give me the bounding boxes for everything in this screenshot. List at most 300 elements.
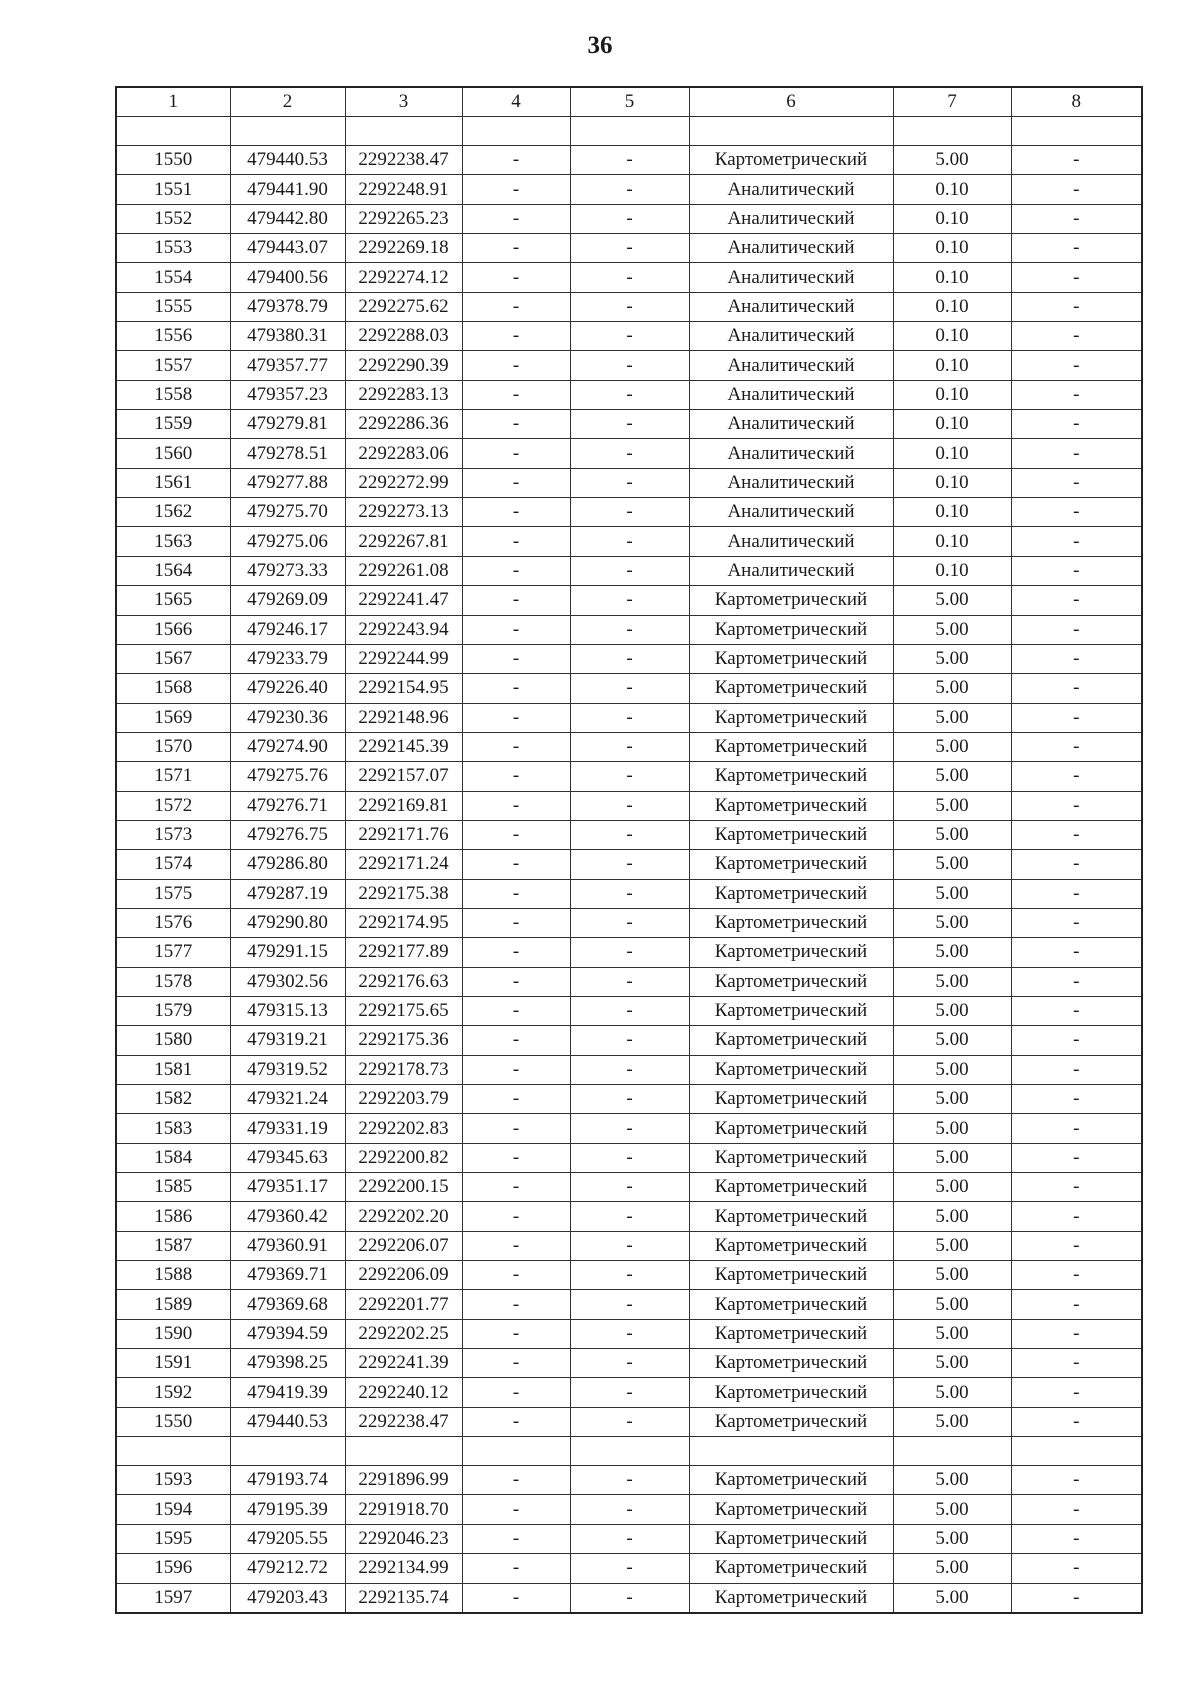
table-cell-col-5: -	[570, 1349, 689, 1378]
table-cell-col-5: -	[570, 703, 689, 732]
table-cell-col-1: 1589	[116, 1290, 230, 1319]
table-cell-col-3: 2292046.23	[345, 1524, 462, 1553]
table-cell-col-2: 479274.90	[230, 732, 345, 761]
table-cell-col-8: -	[1011, 850, 1142, 879]
table-row	[116, 380, 1142, 409]
table-cell-col-1: 1579	[116, 996, 230, 1025]
table-row	[116, 410, 1142, 439]
table-cell-col-3: 2292206.07	[345, 1231, 462, 1260]
table-cell-col-6: Аналитический	[689, 468, 893, 497]
table-cell-col-8: -	[1011, 1261, 1142, 1290]
table-cell-col-8: -	[1011, 879, 1142, 908]
table-cell-col-1: 1581	[116, 1055, 230, 1084]
table-cell-col-8: -	[1011, 146, 1142, 175]
table-cell-col-4: -	[462, 1524, 570, 1553]
table-cell-col-4: -	[462, 1261, 570, 1290]
table-cell-col-8: -	[1011, 674, 1142, 703]
table-cell-col-8: -	[1011, 468, 1142, 497]
empty-cell	[893, 1437, 1011, 1466]
table-cell-col-6: Аналитический	[689, 263, 893, 292]
table-cell-col-1: 1567	[116, 644, 230, 673]
table-cell-col-5: -	[570, 1055, 689, 1084]
table-cell-col-1: 1561	[116, 468, 230, 497]
table-row	[116, 234, 1142, 263]
table-cell-col-8: -	[1011, 380, 1142, 409]
table-cell-col-1: 1572	[116, 791, 230, 820]
table-cell-col-4: -	[462, 1173, 570, 1202]
table-cell-col-7: 0.10	[893, 322, 1011, 351]
column-header-2: 2	[230, 87, 345, 117]
table-cell-col-4: -	[462, 879, 570, 908]
table-cell-col-1: 1585	[116, 1173, 230, 1202]
table-cell-col-2: 479378.79	[230, 292, 345, 321]
table-cell-col-3: 2292134.99	[345, 1554, 462, 1583]
table-cell-col-4: -	[462, 468, 570, 497]
table-cell-col-6: Картометрический	[689, 1143, 893, 1172]
empty-cell	[1011, 117, 1142, 146]
table-cell-col-5: -	[570, 820, 689, 849]
table-cell-col-3: 2292283.06	[345, 439, 462, 468]
table-cell-col-8: -	[1011, 644, 1142, 673]
table-cell-col-4: -	[462, 1583, 570, 1613]
table-cell-col-5: -	[570, 938, 689, 967]
table-cell-col-7: 5.00	[893, 1349, 1011, 1378]
table-cell-col-8: -	[1011, 1349, 1142, 1378]
table-cell-col-4: -	[462, 1143, 570, 1172]
table-cell-col-1: 1594	[116, 1495, 230, 1524]
table-cell-col-2: 479205.55	[230, 1524, 345, 1553]
table-cell-col-8: -	[1011, 1495, 1142, 1524]
table-cell-col-6: Картометрический	[689, 820, 893, 849]
table-cell-col-8: -	[1011, 1055, 1142, 1084]
table-cell-col-4: -	[462, 820, 570, 849]
table-cell-col-5: -	[570, 762, 689, 791]
table-cell-col-1: 1566	[116, 615, 230, 644]
table-cell-col-4: -	[462, 351, 570, 380]
table-cell-col-3: 2292171.76	[345, 820, 462, 849]
table-cell-col-7: 0.10	[893, 175, 1011, 204]
table-row	[116, 468, 1142, 497]
table-cell-col-5: -	[570, 1026, 689, 1055]
table-cell-col-3: 2292177.89	[345, 938, 462, 967]
table-cell-col-1: 1592	[116, 1378, 230, 1407]
column-header-8: 8	[1011, 87, 1142, 117]
table-cell-col-7: 5.00	[893, 586, 1011, 615]
table-cell-col-6: Аналитический	[689, 351, 893, 380]
table-cell-col-7: 0.10	[893, 263, 1011, 292]
table-cell-col-2: 479273.33	[230, 556, 345, 585]
table-cell-col-4: -	[462, 498, 570, 527]
table-cell-col-7: 5.00	[893, 996, 1011, 1025]
table-cell-col-7: 5.00	[893, 644, 1011, 673]
table-cell-col-4: -	[462, 967, 570, 996]
table-cell-col-2: 479233.79	[230, 644, 345, 673]
table-cell-col-5: -	[570, 1173, 689, 1202]
table-cell-col-5: -	[570, 234, 689, 263]
table-cell-col-4: -	[462, 234, 570, 263]
table-row	[116, 1026, 1142, 1055]
table-cell-col-6: Картометрический	[689, 938, 893, 967]
table-cell-col-5: -	[570, 1554, 689, 1583]
table-cell-col-1: 1551	[116, 175, 230, 204]
table-cell-col-5: -	[570, 556, 689, 585]
table-cell-col-5: -	[570, 791, 689, 820]
table-cell-col-4: -	[462, 1231, 570, 1260]
table-cell-col-5: -	[570, 615, 689, 644]
table-row	[116, 204, 1142, 233]
table-cell-col-7: 5.00	[893, 938, 1011, 967]
table-cell-col-2: 479440.53	[230, 1407, 345, 1436]
table-cell-col-2: 479315.13	[230, 996, 345, 1025]
table-cell-col-6: Картометрический	[689, 1378, 893, 1407]
table-cell-col-8: -	[1011, 1173, 1142, 1202]
table-cell-col-8: -	[1011, 175, 1142, 204]
table-row	[116, 1290, 1142, 1319]
table-cell-col-7: 0.10	[893, 498, 1011, 527]
table-row	[116, 732, 1142, 761]
table-cell-col-3: 2292248.91	[345, 175, 462, 204]
table-cell-col-2: 479419.39	[230, 1378, 345, 1407]
table-cell-col-8: -	[1011, 1085, 1142, 1114]
table-body	[116, 87, 1142, 1613]
table-cell-col-3: 2292175.36	[345, 1026, 462, 1055]
table-cell-col-7: 5.00	[893, 1202, 1011, 1231]
table-cell-col-4: -	[462, 732, 570, 761]
header-row	[116, 87, 1142, 117]
table-cell-col-1: 1553	[116, 234, 230, 263]
table-row	[116, 1524, 1142, 1553]
table-cell-col-6: Картометрический	[689, 703, 893, 732]
table-cell-col-5: -	[570, 1583, 689, 1613]
table-cell-col-4: -	[462, 556, 570, 585]
table-row	[116, 586, 1142, 615]
table-cell-col-2: 479360.91	[230, 1231, 345, 1260]
table-cell-col-5: -	[570, 1378, 689, 1407]
table-cell-col-8: -	[1011, 967, 1142, 996]
table-cell-col-5: -	[570, 586, 689, 615]
table-cell-col-1: 1596	[116, 1554, 230, 1583]
table-cell-col-5: -	[570, 644, 689, 673]
table-row	[116, 762, 1142, 791]
table-row	[116, 351, 1142, 380]
table-cell-col-1: 1554	[116, 263, 230, 292]
table-cell-col-5: -	[570, 967, 689, 996]
table-cell-col-3: 2292288.03	[345, 322, 462, 351]
table-cell-col-3: 2292273.13	[345, 498, 462, 527]
section-separator-row	[116, 1437, 1142, 1466]
table-cell-col-3: 2292135.74	[345, 1583, 462, 1613]
table-cell-col-5: -	[570, 674, 689, 703]
table-cell-col-2: 479286.80	[230, 850, 345, 879]
table-cell-col-4: -	[462, 1290, 570, 1319]
table-cell-col-7: 5.00	[893, 1495, 1011, 1524]
table-cell-col-6: Картометрический	[689, 644, 893, 673]
table-row	[116, 791, 1142, 820]
table-row	[116, 1378, 1142, 1407]
table-cell-col-6: Картометрический	[689, 879, 893, 908]
table-row	[116, 1495, 1142, 1524]
table-cell-col-6: Аналитический	[689, 234, 893, 263]
table-row	[116, 967, 1142, 996]
table-cell-col-2: 479246.17	[230, 615, 345, 644]
table-cell-col-8: -	[1011, 908, 1142, 937]
table-cell-col-5: -	[570, 1202, 689, 1231]
table-cell-col-3: 2292201.77	[345, 1290, 462, 1319]
table-cell-col-5: -	[570, 1231, 689, 1260]
empty-cell	[345, 117, 462, 146]
table-cell-col-2: 479279.81	[230, 410, 345, 439]
table-cell-col-7: 5.00	[893, 732, 1011, 761]
table-row	[116, 175, 1142, 204]
table-cell-col-8: -	[1011, 996, 1142, 1025]
table-row	[116, 1173, 1142, 1202]
column-header-4: 4	[462, 87, 570, 117]
table-cell-col-6: Картометрический	[689, 1583, 893, 1613]
table-cell-col-5: -	[570, 263, 689, 292]
table-cell-col-8: -	[1011, 410, 1142, 439]
table-cell-col-2: 479275.76	[230, 762, 345, 791]
table-cell-col-7: 5.00	[893, 1290, 1011, 1319]
table-cell-col-5: -	[570, 1085, 689, 1114]
table-cell-col-4: -	[462, 908, 570, 937]
table-cell-col-7: 0.10	[893, 468, 1011, 497]
table-row	[116, 1319, 1142, 1348]
table-cell-col-6: Картометрический	[689, 1261, 893, 1290]
empty-cell	[689, 117, 893, 146]
table-cell-col-5: -	[570, 527, 689, 556]
table-cell-col-8: -	[1011, 204, 1142, 233]
table-cell-col-3: 2292202.25	[345, 1319, 462, 1348]
table-cell-col-1: 1587	[116, 1231, 230, 1260]
table-cell-col-8: -	[1011, 1026, 1142, 1055]
table-cell-col-1: 1550	[116, 1407, 230, 1436]
table-cell-col-8: -	[1011, 322, 1142, 351]
table-cell-col-3: 2292290.39	[345, 351, 462, 380]
table-cell-col-8: -	[1011, 351, 1142, 380]
table-row	[116, 556, 1142, 585]
table-cell-col-4: -	[462, 1349, 570, 1378]
table-cell-col-5: -	[570, 1466, 689, 1495]
table-cell-col-3: 2292175.38	[345, 879, 462, 908]
empty-cell	[230, 1437, 345, 1466]
table-cell-col-6: Картометрический	[689, 791, 893, 820]
table-cell-col-1: 1556	[116, 322, 230, 351]
table-row	[116, 850, 1142, 879]
table-cell-col-6: Картометрический	[689, 1055, 893, 1084]
table-cell-col-8: -	[1011, 527, 1142, 556]
table-cell-col-7: 5.00	[893, 879, 1011, 908]
table-cell-col-8: -	[1011, 1407, 1142, 1436]
table-cell-col-6: Аналитический	[689, 380, 893, 409]
table-row	[116, 615, 1142, 644]
table-cell-col-6: Аналитический	[689, 498, 893, 527]
table-row	[116, 703, 1142, 732]
table-cell-col-5: -	[570, 850, 689, 879]
table-row	[116, 1554, 1142, 1583]
table-cell-col-2: 479441.90	[230, 175, 345, 204]
table-cell-col-8: -	[1011, 1466, 1142, 1495]
table-cell-col-7: 5.00	[893, 1407, 1011, 1436]
table-cell-col-1: 1564	[116, 556, 230, 585]
table-cell-col-7: 5.00	[893, 1319, 1011, 1348]
table-cell-col-2: 479345.63	[230, 1143, 345, 1172]
table-cell-col-7: 5.00	[893, 146, 1011, 175]
table-cell-col-6: Картометрический	[689, 146, 893, 175]
table-cell-col-2: 479278.51	[230, 439, 345, 468]
table-cell-col-5: -	[570, 1114, 689, 1143]
table-cell-col-8: -	[1011, 732, 1142, 761]
table-cell-col-5: -	[570, 732, 689, 761]
table-cell-col-1: 1576	[116, 908, 230, 937]
table-cell-col-5: -	[570, 380, 689, 409]
table-cell-col-8: -	[1011, 938, 1142, 967]
table-cell-col-5: -	[570, 1319, 689, 1348]
table-cell-col-4: -	[462, 996, 570, 1025]
table-cell-col-4: -	[462, 1495, 570, 1524]
table-cell-col-4: -	[462, 674, 570, 703]
empty-cell	[462, 117, 570, 146]
table-cell-col-1: 1555	[116, 292, 230, 321]
table-cell-col-5: -	[570, 351, 689, 380]
empty-cell	[116, 117, 230, 146]
table-cell-col-3: 2292174.95	[345, 908, 462, 937]
table-cell-col-6: Картометрический	[689, 1407, 893, 1436]
table-cell-col-1: 1557	[116, 351, 230, 380]
table-cell-col-7: 5.00	[893, 908, 1011, 937]
table-cell-col-6: Картометрический	[689, 996, 893, 1025]
table-cell-col-3: 2292243.94	[345, 615, 462, 644]
table-cell-col-3: 2292175.65	[345, 996, 462, 1025]
table-cell-col-4: -	[462, 146, 570, 175]
table-cell-col-2: 479276.71	[230, 791, 345, 820]
table-cell-col-3: 2291896.99	[345, 1466, 462, 1495]
table-cell-col-2: 479302.56	[230, 967, 345, 996]
table-cell-col-7: 0.10	[893, 380, 1011, 409]
table-cell-col-7: 5.00	[893, 1583, 1011, 1613]
table-cell-col-3: 2292283.13	[345, 380, 462, 409]
section-separator-row	[116, 117, 1142, 146]
table-cell-col-2: 479230.36	[230, 703, 345, 732]
table-cell-col-6: Картометрический	[689, 615, 893, 644]
table-cell-col-6: Картометрический	[689, 1173, 893, 1202]
table-row	[116, 498, 1142, 527]
table-cell-col-1: 1552	[116, 204, 230, 233]
table-cell-col-6: Аналитический	[689, 410, 893, 439]
table-cell-col-6: Картометрический	[689, 762, 893, 791]
table-cell-col-8: -	[1011, 1231, 1142, 1260]
table-cell-col-2: 479276.75	[230, 820, 345, 849]
table-cell-col-7: 5.00	[893, 1114, 1011, 1143]
table-cell-col-5: -	[570, 996, 689, 1025]
table-cell-col-1: 1570	[116, 732, 230, 761]
column-header-3: 3	[345, 87, 462, 117]
empty-cell	[1011, 1437, 1142, 1466]
table-cell-col-1: 1559	[116, 410, 230, 439]
table-cell-col-4: -	[462, 644, 570, 673]
table-cell-col-3: 2292157.07	[345, 762, 462, 791]
table-cell-col-3: 2292261.08	[345, 556, 462, 585]
table-cell-col-7: 5.00	[893, 703, 1011, 732]
table-cell-col-1: 1550	[116, 146, 230, 175]
table-cell-col-7: 5.00	[893, 1554, 1011, 1583]
table-cell-col-7: 5.00	[893, 1231, 1011, 1260]
table-cell-col-3: 2292145.39	[345, 732, 462, 761]
table-cell-col-6: Картометрический	[689, 967, 893, 996]
table-cell-col-4: -	[462, 586, 570, 615]
table-cell-col-7: 5.00	[893, 1055, 1011, 1084]
table-cell-col-4: -	[462, 292, 570, 321]
table-cell-col-3: 2292275.62	[345, 292, 462, 321]
empty-cell	[570, 1437, 689, 1466]
table-cell-col-2: 479440.53	[230, 146, 345, 175]
table-cell-col-2: 479277.88	[230, 468, 345, 497]
table-cell-col-3: 2292148.96	[345, 703, 462, 732]
table-cell-col-6: Картометрический	[689, 850, 893, 879]
table-cell-col-1: 1584	[116, 1143, 230, 1172]
table-cell-col-4: -	[462, 1554, 570, 1583]
table-cell-col-5: -	[570, 1495, 689, 1524]
table-cell-col-5: -	[570, 1290, 689, 1319]
table-cell-col-3: 2291918.70	[345, 1495, 462, 1524]
table-cell-col-4: -	[462, 850, 570, 879]
table-cell-col-1: 1560	[116, 439, 230, 468]
table-row	[116, 292, 1142, 321]
table-cell-col-2: 479331.19	[230, 1114, 345, 1143]
table-cell-col-1: 1580	[116, 1026, 230, 1055]
table-cell-col-4: -	[462, 322, 570, 351]
table-cell-col-3: 2292202.20	[345, 1202, 462, 1231]
table-cell-col-4: -	[462, 1114, 570, 1143]
table-cell-col-7: 5.00	[893, 1261, 1011, 1290]
table-cell-col-3: 2292244.99	[345, 644, 462, 673]
table-cell-col-1: 1569	[116, 703, 230, 732]
table-cell-col-6: Картометрический	[689, 1231, 893, 1260]
table-cell-col-3: 2292241.47	[345, 586, 462, 615]
table-cell-col-6: Картометрический	[689, 732, 893, 761]
table-cell-col-4: -	[462, 204, 570, 233]
table-cell-col-7: 5.00	[893, 967, 1011, 996]
table-cell-col-1: 1574	[116, 850, 230, 879]
table-cell-col-2: 479212.72	[230, 1554, 345, 1583]
table-cell-col-8: -	[1011, 1319, 1142, 1348]
table-cell-col-3: 2292265.23	[345, 204, 462, 233]
table-cell-col-4: -	[462, 410, 570, 439]
table-cell-col-4: -	[462, 1319, 570, 1348]
table-cell-col-3: 2292286.36	[345, 410, 462, 439]
table-row	[116, 263, 1142, 292]
table-cell-col-8: -	[1011, 498, 1142, 527]
table-row	[116, 1202, 1142, 1231]
table-cell-col-2: 479369.68	[230, 1290, 345, 1319]
table-row	[116, 1466, 1142, 1495]
table-cell-col-8: -	[1011, 1202, 1142, 1231]
table-cell-col-4: -	[462, 1085, 570, 1114]
table-cell-col-7: 0.10	[893, 410, 1011, 439]
table-cell-col-6: Аналитический	[689, 527, 893, 556]
table-cell-col-3: 2292169.81	[345, 791, 462, 820]
table-cell-col-8: -	[1011, 1554, 1142, 1583]
table-cell-col-4: -	[462, 615, 570, 644]
column-header-5: 5	[570, 87, 689, 117]
table-cell-col-2: 479319.52	[230, 1055, 345, 1084]
table-cell-col-7: 5.00	[893, 762, 1011, 791]
table-cell-col-5: -	[570, 1407, 689, 1436]
table-cell-col-1: 1578	[116, 967, 230, 996]
table-cell-col-5: -	[570, 1524, 689, 1553]
table-cell-col-6: Аналитический	[689, 292, 893, 321]
table-cell-col-7: 5.00	[893, 850, 1011, 879]
table-cell-col-5: -	[570, 879, 689, 908]
